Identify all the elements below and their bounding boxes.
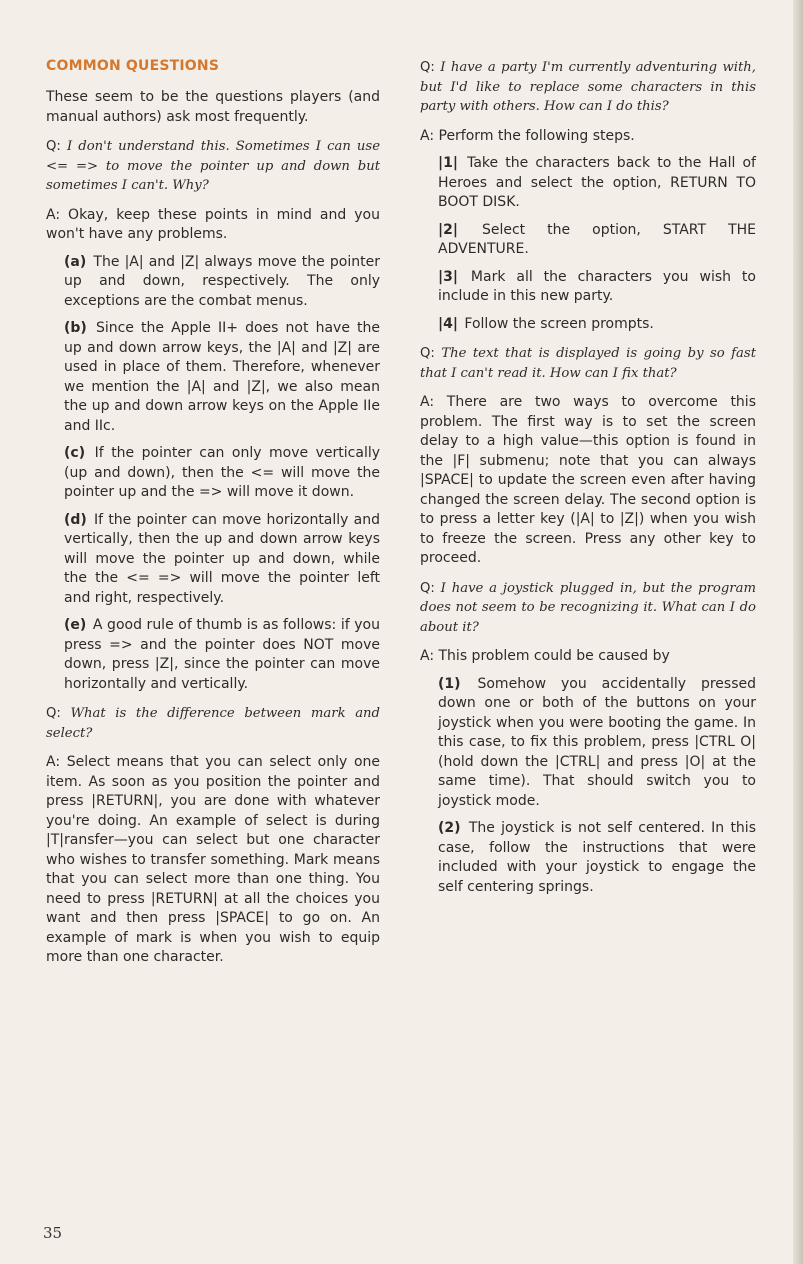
item-text: The joystick is not self centered. In this case, follow the instructions that were included with your joystick to engage the self centering springs.: [438, 820, 756, 895]
step-marker: |2|: [438, 221, 458, 238]
step-2: [438, 221, 756, 260]
item-marker: (a): [64, 253, 87, 270]
question-text: I have a joystick plugged in, but the program does not seem to be recognizing it. What can I do about it?: [420, 580, 756, 635]
answer-item-a: [64, 253, 380, 312]
question-text: I don't understand this. Sometimes I can use <= => to move the pointer up and down but sometimes I can't. Why?: [46, 139, 380, 193]
item-text: A good rule of thumb is as follows: if you press => and the pointer does NOT move down, press |Z|, since the pointer can move horizontally and vertically.: [64, 617, 380, 692]
step-marker: |3|: [438, 268, 458, 285]
answer-2: A: Select means that you can select only one item. As soon as you position the pointer and press |RETURN|, you are done with whatever you're doing. An example of select is during |T|ransfer—you can select but one character who wishes to transfer something. Mark means that you can select more than one thing. You need to press |RETURN| at all the choices you want and then press |SPACE| to go on. An example of mark is when you wish to equip more than one character.: [46, 754, 380, 965]
item-marker: (d): [64, 511, 87, 528]
item-marker: (e): [64, 617, 87, 633]
item-marker: (c): [64, 445, 86, 461]
intro-paragraph: These seem to be the questions players (and manual authors) ask most frequently.: [46, 89, 380, 125]
section-heading: COMMON QUESTIONS: [46, 58, 220, 74]
question-label: Q:: [46, 139, 61, 154]
answer-item-b: [64, 319, 380, 436]
page-edge: [793, 0, 803, 1264]
step-marker: |1|: [438, 155, 458, 171]
answer-item-d: [64, 511, 380, 609]
step-text: Take the characters back to the Hall of Heroes and select the option, RETURN TO BOOT DISK.: [438, 155, 756, 210]
question-1: [46, 137, 380, 196]
item-text: The |A| and |Z| always move the pointer up and down, respectively. The only exceptions are the combat menus.: [64, 253, 380, 309]
question-2: [46, 704, 380, 743]
question-text: What is the difference between mark and select?: [46, 706, 380, 741]
question-label: Q:: [420, 580, 435, 596]
step-text: Select the option, START THE ADVENTURE.: [438, 221, 756, 257]
answer-3: A: Perform the following steps.: [420, 127, 635, 144]
answer-1: A: Okay, keep these points in mind and you won't have any problems.: [46, 206, 380, 242]
item-text: If the pointer can only move vertically (up and down), then the <= will move the pointer up and the => will move it down.: [64, 445, 381, 500]
answer-4: A: There are two ways to overcome this problem. The first way is to set the screen delay to a high value—this option is found in the |F| submenu; note that you can always |SPACE| to update the screen even after having changed the screen delay. The second option is to press a letter key (|A| to |Z|) when you wish to freeze the screen. Press any other key to proceed.: [420, 394, 756, 566]
answer-item-c: [64, 444, 380, 503]
item-text: Somehow you accidentally pressed down one or both of the buttons on your joystick when you were booting the game. In this case, to fix this problem, press |CTRL O| (hold down the |CTRL| and press |O| at the same time). That should switch you to joystick mode.: [438, 675, 756, 809]
page-number: 35: [43, 1224, 63, 1242]
question-3: [420, 58, 756, 117]
item-marker: (1): [438, 675, 461, 692]
cause-1: [438, 675, 756, 812]
step-4: [438, 315, 756, 335]
question-5: [420, 579, 756, 638]
answer-5: A: This problem could be caused by: [420, 648, 670, 664]
item-text: Since the Apple II+ does not have the up and down arrow keys, the |A| and |Z| are used in place of them. Therefore, whenever we mention the |A| and |Z|, we also mean the up and down arrow keys on the Apple IIe and IIc.: [64, 320, 381, 434]
question-4: [420, 344, 756, 383]
question-text: I have a party I'm currently adventuring with, but I'd like to replace some characters in this party with others. How can I do this?: [420, 60, 756, 114]
step-text: Mark all the characters you wish to include in this new party.: [438, 268, 756, 304]
item-text: If the pointer can move horizontally and vertically, then the up and down arrow keys will move the pointer up and down, while the the <= => will move the pointer left and right, respectively.: [64, 511, 381, 606]
left-column: [46, 58, 380, 976]
step-marker: |4|: [438, 315, 458, 332]
question-label: Q:: [420, 346, 435, 361]
question-text: The text that is displayed is going by so fast that I can't read it. How can I fix that?: [420, 346, 756, 381]
step-1: [438, 154, 756, 213]
step-3: [438, 268, 756, 307]
answer-item-e: [64, 616, 380, 694]
question-label: Q:: [46, 706, 61, 721]
item-marker: (2): [438, 820, 461, 836]
right-column: [420, 58, 756, 905]
item-marker: (b): [64, 320, 87, 336]
question-label: Q:: [420, 60, 435, 75]
cause-2: [438, 819, 756, 897]
step-text: Follow the screen prompts.: [464, 315, 654, 332]
